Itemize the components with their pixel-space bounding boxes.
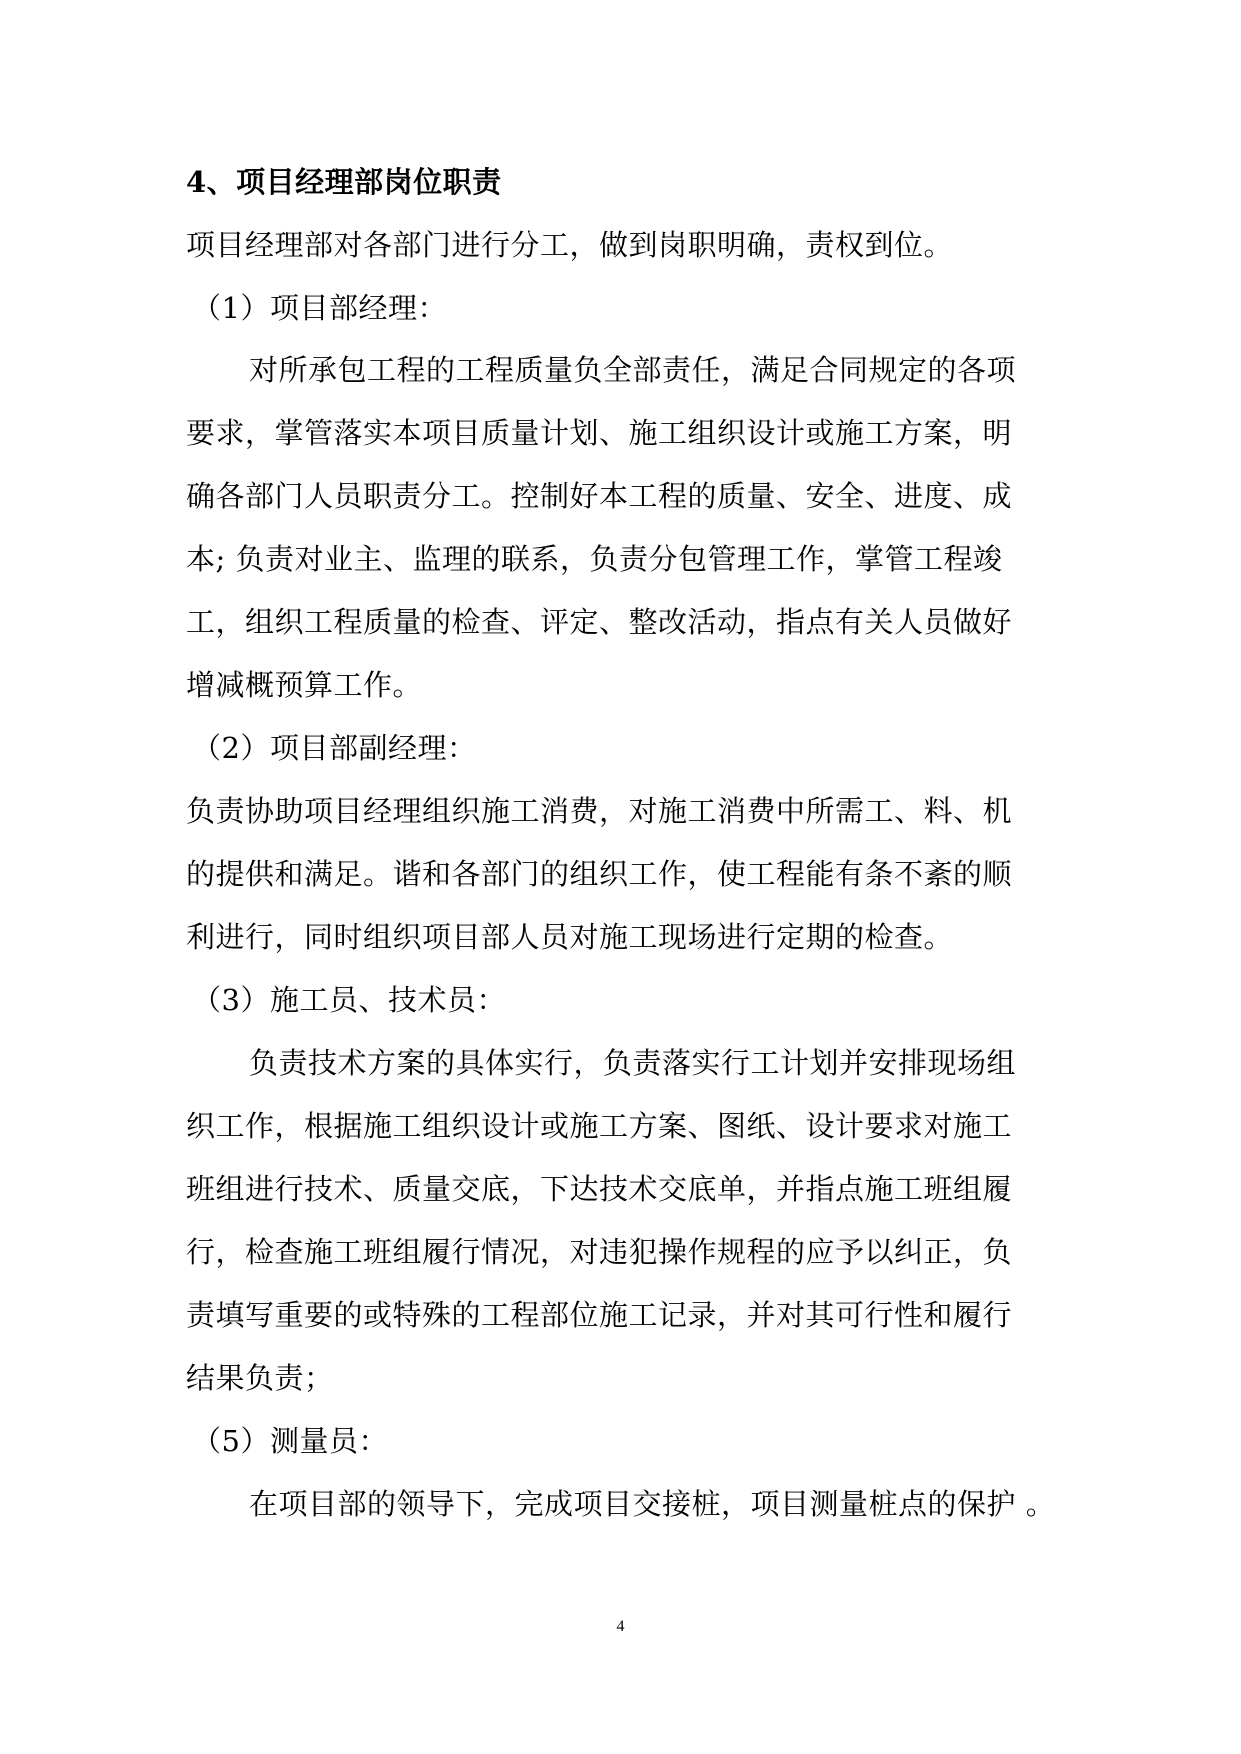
paragraph-line: 责填写重要的或特殊的工程部位施工记录，并对其可行性和履行 [186, 1298, 1013, 1332]
paragraph-line: 负责协助项目经理组织施工消费，对施工消费中所需工、料、机 [186, 794, 1013, 828]
section-title-project-manager: （1）项目部经理： [192, 291, 447, 325]
page-number: 4 [616, 1618, 625, 1635]
paragraph-line: 利进行，同时组织项目部人员对施工现场进行定期的检查。 [186, 920, 954, 954]
paragraph-line: 本; 负责对业主、监理的联系，负责分包管理工作，掌管工程竣 [186, 542, 1003, 576]
paragraph-line: 在项目部的领导下，完成项目交接桩，项目测量桩点的保护 。 [249, 1487, 1056, 1521]
paragraph-line: 行，检查施工班组履行情况，对违犯操作规程的应予以纠正，负 [186, 1235, 1013, 1269]
paragraph-line: 工，组织工程质量的检查、评定、整改活动，指点有关人员做好 [186, 605, 1013, 639]
paragraph-line: 增减概预算工作。 [186, 668, 423, 702]
section-title-deputy-manager: （2）项目部副经理： [192, 731, 477, 765]
intro-paragraph: 项目经理部对各部门进行分工，做到岗职明确，责权到位。 [186, 228, 954, 262]
section-title-surveyor: （5）测量员： [192, 1424, 388, 1458]
paragraph-line: 确各部门人员职责分工。控制好本工程的质量、安全、进度、成 [186, 479, 1013, 513]
section-heading: 4、项目经理部岗位职责 [186, 165, 502, 199]
section-title-construction-staff: （3）施工员、技术员： [192, 983, 506, 1017]
paragraph-line: 要求，掌管落实本项目质量计划、施工组织设计或施工方案，明 [186, 416, 1013, 450]
paragraph-line: 对所承包工程的工程质量负全部责任，满足合同规定的各项 [249, 353, 1017, 387]
paragraph-line: 班组进行技术、质量交底，下达技术交底单，并指点施工班组履 [186, 1172, 1013, 1206]
paragraph-line: 的提供和满足。谐和各部门的组织工作，使工程能有条不紊的顺 [186, 857, 1013, 891]
paragraph-line: 结果负责； [186, 1361, 334, 1395]
paragraph-line: 负责技术方案的具体实行，负责落实行工计划并安排现场组 [249, 1046, 1017, 1080]
paragraph-line: 织工作，根据施工组织设计或施工方案、图纸、设计要求对施工 [186, 1109, 1013, 1143]
